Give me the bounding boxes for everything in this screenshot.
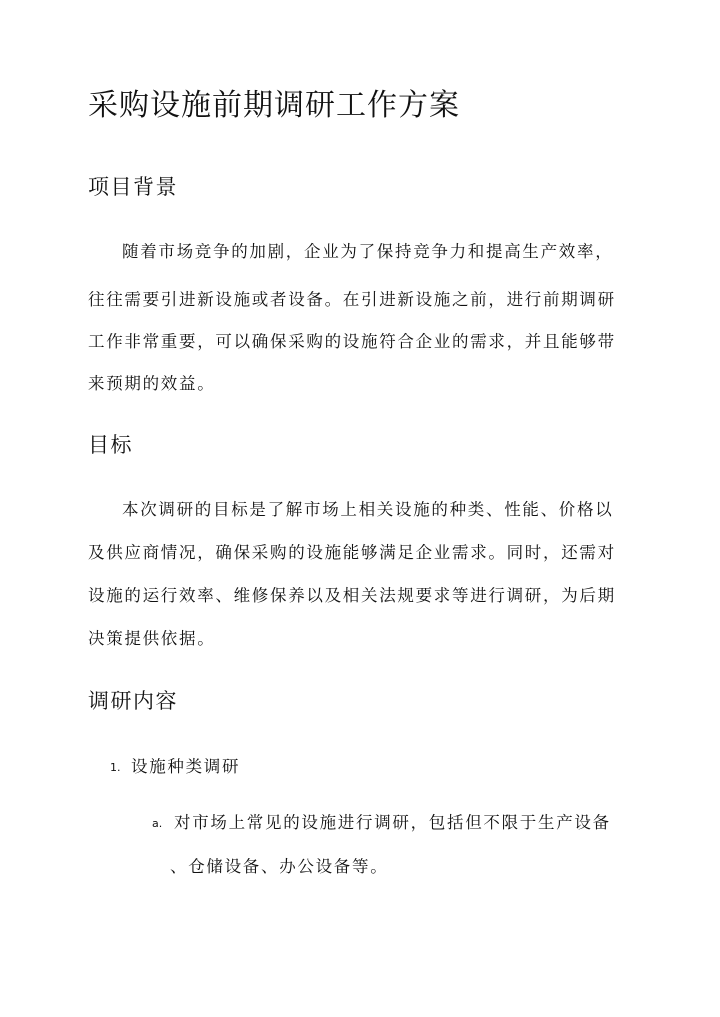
document-title: 采购设施前期调研工作方案	[88, 88, 460, 123]
paragraph-line: 本次调研的目标是了解市场上相关设施的种类、性能、价格以	[122, 500, 614, 519]
sub-list-item-line: 、仓储设备、办公设备等。	[170, 857, 389, 876]
sub-list-item-marker: a.	[152, 817, 163, 830]
paragraph-line: 决策提供依据。	[88, 629, 216, 648]
paragraph-line: 设施的运行效率、维修保养以及相关法规要求等进行调研，为后期	[88, 586, 616, 605]
list-item-text: 设施种类调研	[131, 757, 241, 776]
section-heading-background: 项目背景	[88, 175, 178, 199]
sub-list-item-line: 对市场上常见的设施进行调研，包括但不限于生产设备	[174, 813, 611, 832]
paragraph-line: 来预期的效益。	[88, 374, 216, 393]
paragraph-line: 往往需要引进新设施或者设备。在引进新设施之前，进行前期调研	[88, 290, 616, 309]
paragraph-line: 工作非常重要，可以确保采购的设施符合企业的需求，并且能够带	[88, 332, 616, 351]
list-item-marker: 1.	[110, 761, 121, 774]
paragraph-line: 随着市场竞争的加剧，企业为了保持竞争力和提高生产效率，	[122, 242, 614, 261]
paragraph-line: 及供应商情况，确保采购的设施能够满足企业需求。同时，还需对	[88, 543, 616, 562]
section-heading-research-content: 调研内容	[88, 689, 178, 713]
section-heading-goal: 目标	[88, 433, 133, 457]
